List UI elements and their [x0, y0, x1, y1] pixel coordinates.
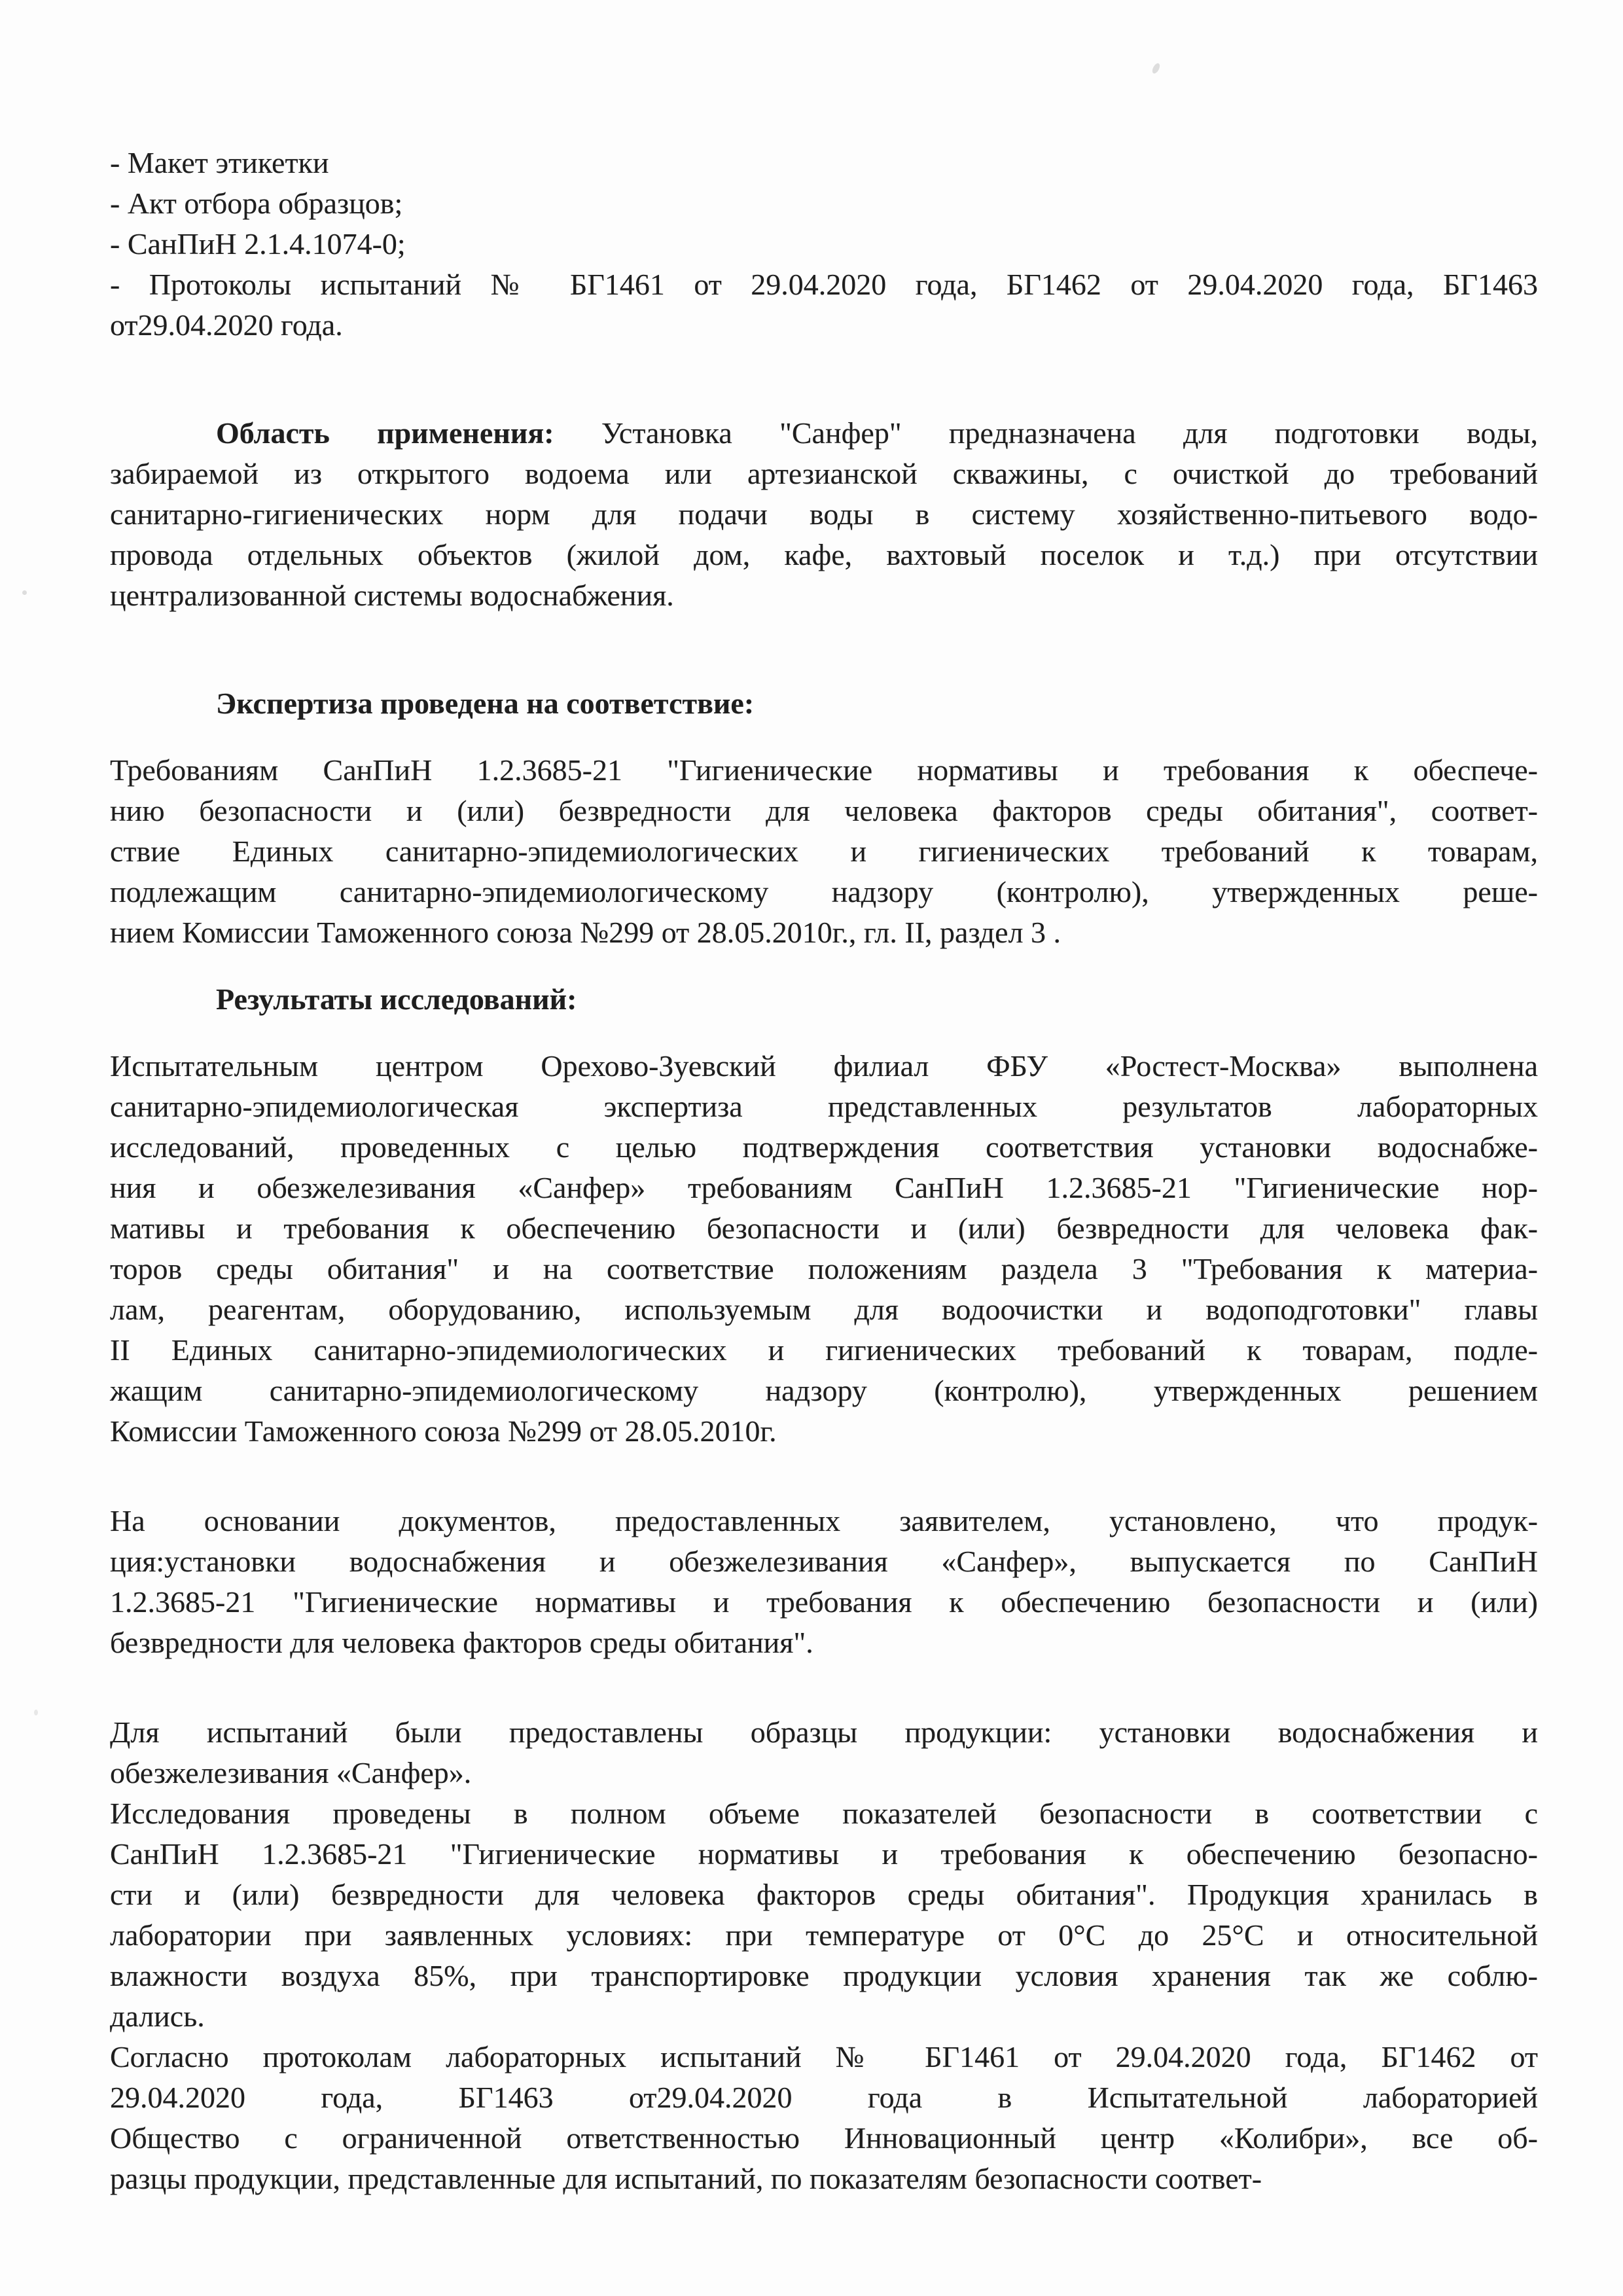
attachment-item-label-layout [110, 143, 1538, 183]
text-line: ния и обезжелезивания «Санфер» требованиям СанПиН 1.2.3685-21 "Гигиенические нор- [110, 1171, 1538, 1204]
scan-artifact [1151, 62, 1162, 75]
results-heading [110, 979, 1538, 1020]
text-line: - Акт отбора образцов; [110, 187, 403, 220]
text-line: Требованиям СанПиН 1.2.3685-21 "Гигиенические нормативы и требования к обеспече- [110, 753, 1538, 787]
basis-paragraph [110, 1501, 1538, 1663]
text-line: II Единых санитарно-эпидемиологических и гигиенических требований к товарам, подле- [110, 1333, 1538, 1367]
text-line: нию безопасности и (или) безвредности для человека факторов среды обитания", соответ- [110, 794, 1538, 827]
text-line: Общество с ограниченной ответственностью Инновационный центр «Колибри», все об- [110, 2121, 1538, 2155]
research-conditions-paragraph [110, 1793, 1538, 2037]
attachment-item-sampling-act [110, 183, 1538, 224]
scope-paragraph [110, 413, 1538, 616]
text-line: торов среды обитания" и на соответствие положениям раздела 3 "Требования к материа- [110, 1252, 1538, 1285]
text-line: - СанПиН 2.1.4.1074-0; [110, 227, 406, 260]
text-run: Установка "Санфер" предназначена для подготовки воды, [601, 416, 1538, 450]
section-heading: Экспертиза проведена на соответствие: [216, 687, 755, 720]
text-line: исследований, проведенных с целью подтверждения соответствия установки водоснабже- [110, 1130, 1538, 1164]
text-line: безвредности для человека факторов среды обитания". [110, 1626, 813, 1659]
text-line: На основании документов, предоставленных заявителем, установлено, что продук- [110, 1504, 1538, 1537]
text-line: - Протоколы испытаний № БГ1461 от 29.04.2020 года, БГ1462 от 29.04.2020 года, БГ1463 [110, 268, 1538, 301]
text-line: лаборатории при заявленных условиях: при температуре от 0°С до 25°С и относительной [110, 1918, 1538, 1952]
text-line: - Макет этикетки [110, 146, 329, 179]
text-line: Испытательным центром Орехово-Зуевский филиал ФБУ «Ростест-Москва» выполнена [110, 1049, 1538, 1083]
text-line: нием Комиссии Таможенного союза №299 от 28.05.2010г., гл. II, раздел 3 . [110, 916, 1061, 949]
text-line: мативы и требования к обеспечению безопасности и (или) безвредности для человека фак- [110, 1211, 1538, 1245]
text-line: санитарно-гигиенических норм для подачи воды в систему хозяйственно-питьевого водо- [110, 497, 1538, 531]
text-line: централизованной системы водоснабжения. [110, 579, 674, 612]
results-paragraph [110, 1046, 1538, 1452]
text-line: дались. [110, 2000, 205, 2033]
text-line: Исследования проведены в полном объеме показателей безопасности в соответствии с [110, 1797, 1538, 1830]
text-line: ствие Единых санитарно-эпидемиологических и гигиенических требований к товарам, [110, 834, 1538, 868]
text-line: Для испытаний были предоставлены образцы продукции: установки водоснабжения и [110, 1715, 1538, 1749]
text-line: влажности воздуха 85%, при транспортировке продукции условия хранения так же соблю- [110, 1959, 1538, 1992]
compliance-heading [110, 683, 1538, 724]
text-line: забираемой из открытого водоема или артезианской скважины, с очисткой до требований [110, 457, 1538, 490]
scan-artifact [22, 590, 27, 595]
text-line: СанПиН 1.2.3685-21 "Гигиенические нормативы и требования к обеспечению безопасно- [110, 1837, 1538, 1871]
samples-paragraph [110, 1712, 1538, 1793]
text-line: санитарно-эпидемиологическая экспертиза представленных результатов лабораторных [110, 1090, 1538, 1123]
text-line: подлежащим санитарно-эпидемиологическому надзору (контролю), утвержденных реше- [110, 875, 1538, 908]
compliance-paragraph [110, 750, 1538, 953]
text-line: разцы продукции, представленные для испытаний, по показателям безопасности соответ- [110, 2162, 1262, 2195]
text-line: Согласно протоколам лабораторных испытаний № БГ1461 от 29.04.2020 года, БГ1462 от [110, 2040, 1538, 2073]
attachment-item-test-protocols [110, 264, 1538, 346]
text-line: от29.04.2020 года. [110, 308, 343, 342]
document-content [110, 143, 1538, 2199]
protocols-paragraph [110, 2037, 1538, 2199]
text-line: 29.04.2020 года, БГ1463 от29.04.2020 года в Испытательной лабораторией [110, 2081, 1538, 2114]
paragraph-lead: Область применения: [216, 416, 601, 450]
text-line: лам, реагентам, оборудованию, используемым для водоочистки и водоподготовки" главы [110, 1293, 1538, 1326]
text-line: 1.2.3685-21 "Гигиенические нормативы и требования к обеспечению безопасности и (или) [110, 1585, 1538, 1619]
scan-artifact [34, 1710, 38, 1715]
text-line: Комиссии Таможенного союза №299 от 28.05.2010г. [110, 1414, 777, 1448]
section-heading: Результаты исследований: [216, 982, 577, 1016]
text-line: жащим санитарно-эпидемиологическому надзору (контролю), утвержденных решением [110, 1374, 1538, 1407]
attachment-item-sanpin [110, 224, 1538, 264]
text-line: ция:установки водоснабжения и обезжелезивания «Санфер», выпускается по СанПиН [110, 1545, 1538, 1578]
text-line: обезжелезивания «Санфер». [110, 1756, 472, 1789]
text-line: сти и (или) безвредности для человека факторов среды обитания". Продукция хранилась в [110, 1878, 1538, 1911]
text-line: провода отдельных объектов (жилой дом, кафе, вахтовый поселок и т.д.) при отсутствии [110, 538, 1538, 571]
text-line [110, 413, 1538, 454]
